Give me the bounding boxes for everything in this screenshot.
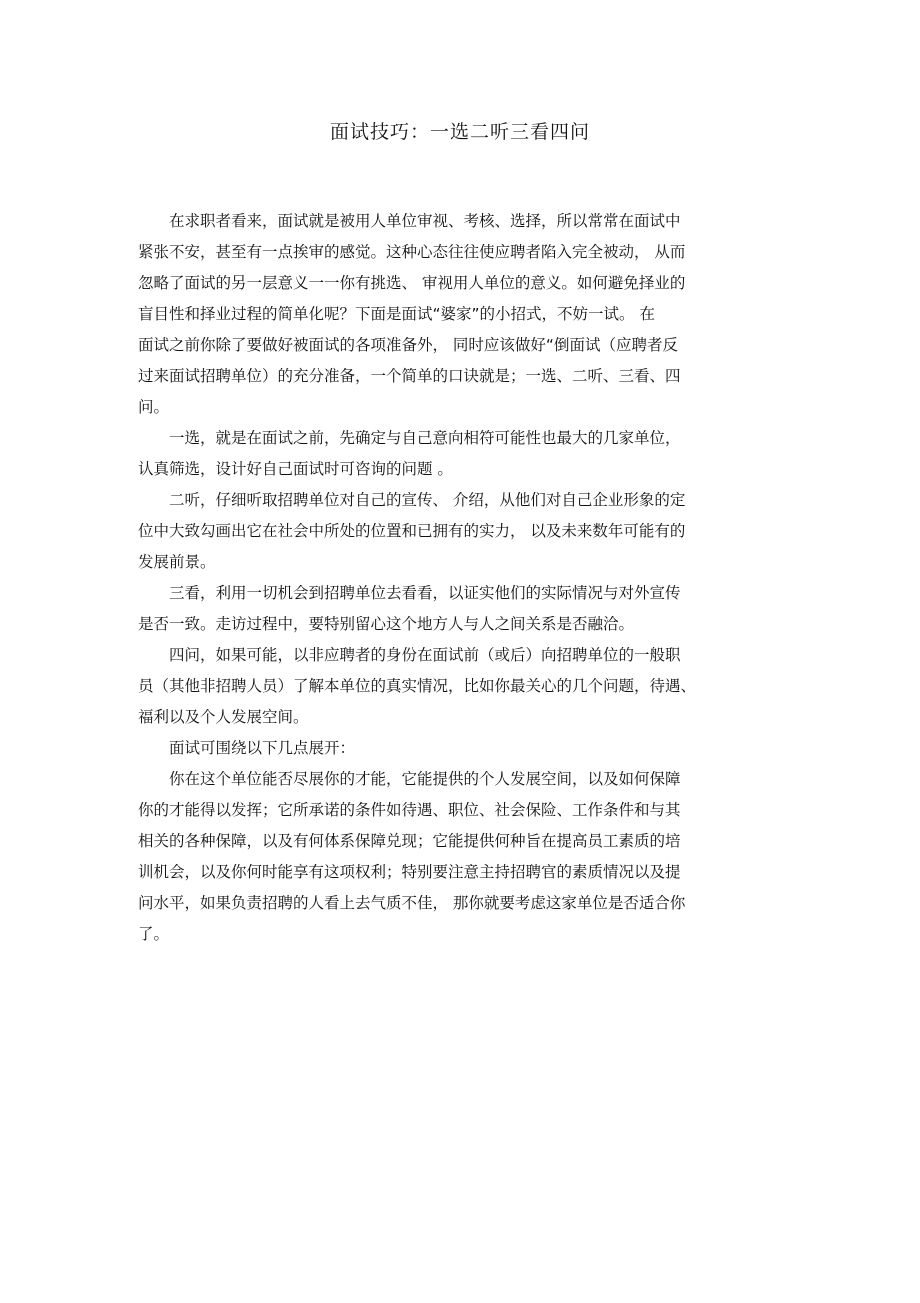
- paragraph-points: 你在这个单位能否尽展你的才能，它能提供的个人发展空间，以及如何保障 你的才能得以发挥；它所承诺的条件如待遇、职位、社会保险、工作条件和与其 相关的各种保障，以及有何体系保障兑现；它能提供何种旨在提高员工素质的培 训机会，以及你何时能享有这项权利；特别要注意主持招聘官的素质情况以及提 问水平，如果负责招聘的人看上去气质不佳， 那你就要考虑这家单位是否适合你 了。: [138, 770, 686, 943]
- paragraph-points-heading: 面试可围绕以下几点展开：: [169, 739, 356, 757]
- document-title: 面试技巧：一选二听三看四问: [329, 121, 590, 143]
- paragraph-intro: 在求职者看来，面试就是被用人单位审视、考核、选择，所以常常在面试中 紧张不安，甚至有一点挨审的感觉。这种心态往往使应聘者陷入完全被动， 从而 忽略了面试的另一层意义一一你有挑选、 审视用人单位的意义。如何避免择业的 盲目性和择业过程的简单化呢？下面是面试“婆家”的小招式，不妨一试。 在 面试之前你除了要做好被面试的各项准备外， 同时应该做好“倒面试（应聘者反 过来面试招聘单位）的充分准备，一个简单的口诀就是；一选、二听、三看、四 问。: [138, 212, 686, 416]
- paragraph-listen: 二听，仔细听取招聘单位对自己的宣传、 介绍，从他们对自己企业形象的定 位中大致勾画出它在社会中所处的位置和已拥有的实力， 以及未来数年可能有的 发展前景。: [138, 491, 686, 571]
- paragraph-look: 三看，利用一切机会到招聘单位去看看，以证实他们的实际情况与对外宣传 是否一致。走访过程中，要特别留心这个地方人与人之间关系是否融洽。: [138, 584, 681, 633]
- document-body: [138, 206, 778, 950]
- paragraph-select: 一选，就是在面试之前，先确定与自己意向相符可能性也最大的几家单位， 认真筛选，设计好自己面试时可咨询的问题 。: [138, 429, 681, 478]
- paragraph-ask: 四问，如果可能，以非应聘者的身份在面试前（或后）向招聘单位的一般职 员（其他非招聘人员）了解本单位的真实情况，比如你最关心的几个问题，待遇、 福利以及个人发展空间。: [138, 646, 697, 726]
